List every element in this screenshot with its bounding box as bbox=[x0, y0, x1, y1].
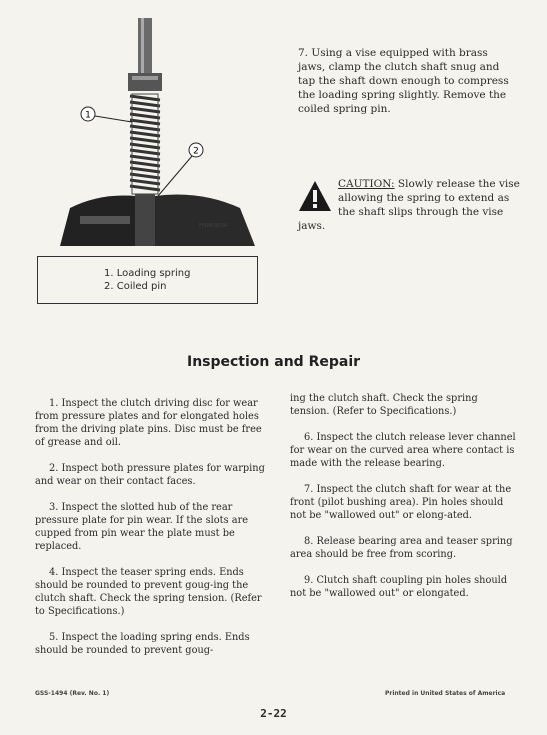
left-column bbox=[35, 397, 265, 670]
paragraph: 7. Inspect the clutch shaft for wear at the front (pilot bushing area). Pin holes should not be "wallowed out" or elong-ated. bbox=[290, 484, 512, 521]
paragraph: 9. Clutch shaft coupling pin holes should not be "wallowed out" or elongated. bbox=[290, 575, 508, 599]
caution-label: CAUTION: bbox=[338, 178, 395, 190]
caution-note bbox=[298, 177, 520, 233]
legend-item-coiled-pin: 2. Coiled pin bbox=[104, 281, 167, 292]
step-7-text: 7. Using a vise equipped with brass jaws, clamp the clutch shaft snug and tap the shaft down enough to compress the loading spring slightly. Remove the coiled spring pin. bbox=[298, 47, 509, 115]
paragraph: ing the clutch shaft. Check the spring tension. (Refer to Specifications.) bbox=[290, 393, 478, 417]
paragraph: 8. Release bearing area and teaser spring area should be free from scoring. bbox=[290, 536, 513, 560]
paragraph: 3. Inspect the slotted hub of the rear pressure plate for pin wear. If the slots are cupped from pin wear the plate must be replaced. bbox=[35, 502, 249, 552]
warning-triangle-icon bbox=[298, 179, 332, 213]
shaft-nut bbox=[128, 73, 162, 91]
footer-form-number: GSS-1494 (Rev. No. 1) bbox=[35, 690, 110, 697]
legend-item-loading-spring: 1. Loading spring bbox=[104, 268, 191, 279]
footer-printed-in: Printed in United States of America bbox=[385, 690, 506, 697]
paragraph: 4. Inspect the teaser spring ends. Ends should be rounded to prevent goug-ing the clutch shaft. Check the spring tension. (Refer to Specifications.) bbox=[35, 567, 262, 617]
page-number: 2-22 bbox=[260, 707, 287, 720]
callout-1-label: 1 bbox=[85, 110, 91, 121]
clutch-shaft-figure bbox=[40, 18, 280, 246]
paragraph: 1. Inspect the clutch driving disc for wear from pressure plates and for elongated holes from the driving plate pins. Disc must be free of grease and oil. bbox=[35, 398, 262, 448]
figure-code: FFRM-9034 bbox=[199, 223, 228, 229]
paragraph: 5. Inspect the loading spring ends. Ends should be rounded to prevent goug- bbox=[35, 632, 250, 656]
section-title: Inspection and Repair bbox=[186, 354, 361, 370]
right-column bbox=[290, 392, 520, 613]
figure-legend bbox=[37, 256, 258, 304]
vise-jaw-right bbox=[155, 195, 255, 247]
paragraph: 6. Inspect the clutch release lever channel for wear on the curved area where contact is made with the release bearing. bbox=[290, 432, 516, 469]
callout-2-label: 2 bbox=[193, 146, 199, 157]
loading-spring bbox=[130, 96, 160, 190]
paragraph: 2. Inspect both pressure plates for warping and wear on their contact faces. bbox=[35, 463, 265, 487]
caution-text: Slowly release the vise allowing the spring to extend as the shaft slips through the vise jaws. bbox=[298, 178, 520, 232]
clutch-shaft-illustration bbox=[40, 18, 280, 246]
